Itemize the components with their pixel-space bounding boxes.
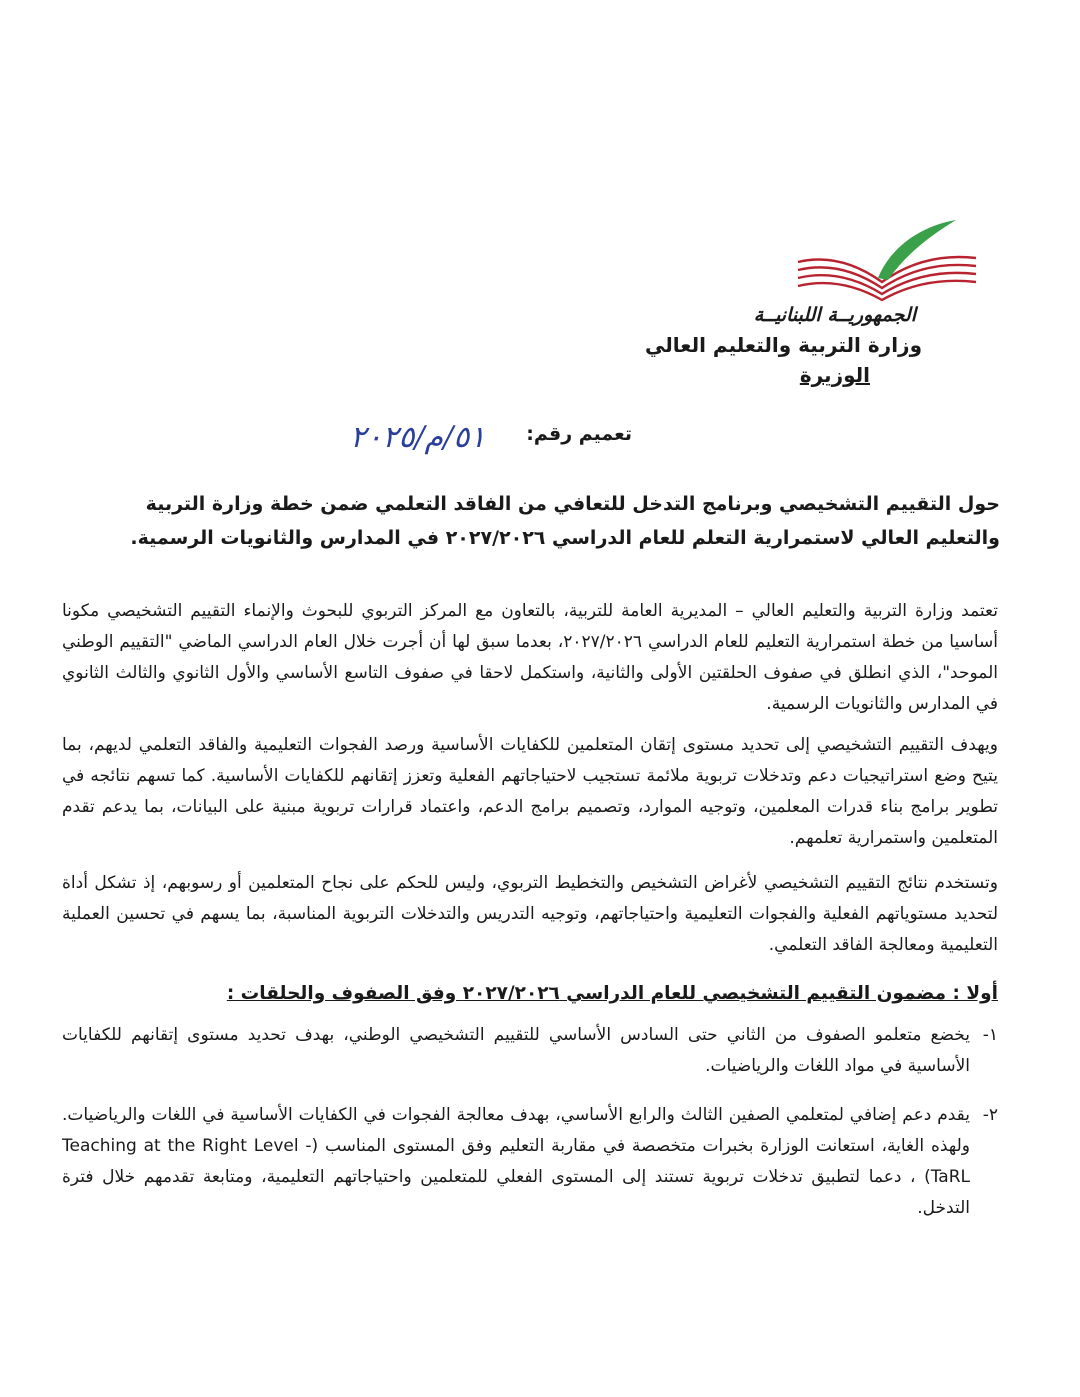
paragraph-intro: تعتمد وزارة التربية والتعليم العالي – المديرية العامة للتربية، بالتعاون مع المركز التربوي للبحوث والإنماء التقييم التشخيصي مكونا أساسيا من خطة استمرارية التعليم للعام الدراسي ٢٠٢٧/٢٠٢٦، بعدما سبق لها أن أجرت خلال العام الدراسي الماضي "التقييم الوطني الموحد"، الذي انطلق في صفوف الحلقتين الأولى والثانية، واستكمل لاحقا في صفوف التاسع الأساسي والأول الثانوي والثالث الثانوي في المدارس والثانويات الرسمية. (62, 601, 998, 714)
ministry-name: وزارة التربية والتعليم العالي (645, 333, 922, 357)
list-item-text: يقدم دعم إضافي لمتعلمي الصفين الثالث والرابع الأساسي، بهدف معالجة الفجوات في الكفايات الأساسية في اللغات والرياضيات. ولهذه الغاية، استعانت الوزارة بخبرات متخصصة في مقاربة التعليم وفق المستوى المناسب (Teaching at the Right Level - TaRL) ، دعما لتطبيق تدخلات تربوية تستند إلى المستوى الفعلي للمتعلمين واحتياجاتهم التعليمية، ومتابعة تقدمهم خلال فترة التدخل. (62, 1105, 970, 1218)
republic-name: الجمهوريــة اللبنانيــة (753, 304, 916, 326)
list-item-text: يخضع متعلمو الصفوف من الثاني حتى السادس الأساسي للتقييم التشخيصي الوطني، بهدف تحديد مستوى إتقانهم للكفايات الأساسية في مواد اللغات والرياضيات. (62, 1025, 970, 1076)
section-heading: أولا : مضمون التقييم التشخيصي للعام الدراسي ٢٠٢٧/٢٠٢٦ وفق الصفوف والحلقات : (226, 983, 998, 1004)
circular-number: ٥١/م/٢٠٢٥ (350, 420, 486, 455)
list-item (62, 1020, 998, 1082)
letterhead (522, 300, 922, 390)
circular-label: تعميم رقم: (526, 423, 632, 445)
paragraph-goals: ويهدف التقييم التشخيصي إلى تحديد مستوى إتقان المتعلمين للكفايات الأساسية ورصد الفجوات التعليمية والفاقد التعلمي لديهم، بما يتيح وضع استراتيجيات دعم وتدخلات تربوية ملائمة تستجيب لاحتياجاتهم الفعلية وتعزز إتقانهم للكفايات الأساسية. كما تسهم نتائجه في تطوير برامج بناء قدرات المعلمين، وتوجيه الموارد، وتصميم برامج الدعم، واعتماد قرارات تربوية مبنية على البيانات، بما يدعم تقدم المتعلمين واستمرارية تعلمهم. (62, 735, 998, 848)
list-item-number: ٢- (982, 1105, 998, 1125)
ministry-logo (790, 218, 990, 303)
office-name: الوزيرة (799, 363, 870, 387)
paragraph-usage: وتستخدم نتائج التقييم التشخيصي لأغراض التشخيص والتخطيط التربوي، وليس للحكم على نجاح المتعلمين أو رسوبهم، إذ تشكل أداة لتحديد مستوياتهم الفعلية والفجوات التعليمية واحتياجاتهم، وتوجيه التدريس والتدخلات التربوية المناسبة، بما يسهم في تحسين العملية التعليمية ومعالجة الفاقد التعلمي. (62, 873, 998, 955)
list-item (62, 1100, 998, 1224)
list-item-number: ١- (982, 1025, 998, 1045)
subject-heading: حول التقييم التشخيصي وبرنامج التدخل للتعافي من الفاقد التعلمي ضمن خطة وزارة التربية والتعليم العالي لاستمرارية التعلم للعام الدراسي ٢٠٢٧/٢٠٢٦ في المدارس والثانويات الرسمية. (130, 493, 1000, 549)
